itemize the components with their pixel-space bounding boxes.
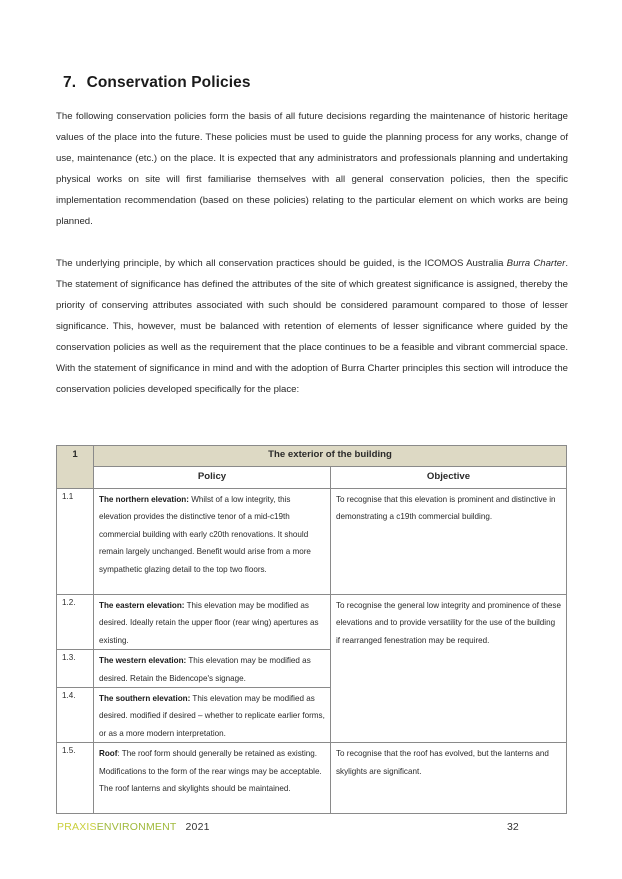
- policy-text: Whilst of a low integrity, this elevation provides the distinctive tenor of a mid-c19th commercial building with early c20th renovations. It should remain largely unchanged. Benefit would arise from a more sympathetic glazing detail to the top two floors.: [99, 495, 311, 574]
- intro-paragraph: The following conservation policies form the basis of all future decisions regarding the maintenance of historic heritage values of the place into the future. These policies must be used to guide the planning process for any works, change of use, maintenance (etc.) on the place. It is expected that any administrators and professionals planning and undertaking physical works on site will first familiarise themselves with all general conservation policies, then the specific implementation recommendation (based on these policies) relating to the particular element on which works are being planned.: [56, 111, 568, 227]
- policy-label: The eastern elevation:: [99, 601, 185, 610]
- row-number: 1.1: [57, 489, 94, 595]
- policy-cell: [94, 489, 331, 595]
- table-row: [57, 595, 567, 650]
- policy-label: Roof: [99, 749, 118, 759]
- policy-cell: [94, 688, 331, 743]
- row-number: 1.2.: [57, 595, 94, 650]
- policy-label: The northern elevation:: [99, 495, 189, 504]
- row-number: 1.4.: [57, 688, 94, 743]
- footer-brand: [57, 821, 210, 833]
- objective-column-header: Objective: [331, 467, 567, 489]
- policy-text: This elevation may be modified as desired. Retain the Bidencope's signage.: [99, 656, 311, 683]
- objective-cell: To recognise the general low integrity and prominence of these elevations and to provide versatility for the use of the building if rearranged fenestration may be required.: [331, 595, 567, 743]
- objective-cell: To recognise that the roof has evolved, but the lanterns and skylights are significant.: [331, 743, 567, 814]
- principle-paragraph: [56, 253, 568, 400]
- table-number: 1: [57, 446, 94, 489]
- objective-cell: To recognise that this elevation is prominent and distinctive in demonstrating a c19th commercial building.: [331, 489, 567, 595]
- table-title: The exterior of the building: [94, 446, 567, 467]
- policy-table: [56, 445, 567, 814]
- row-number: 1.5.: [57, 743, 94, 814]
- table-row: [57, 743, 567, 814]
- brand-praxis: PRAXIS: [57, 821, 97, 833]
- principle-text-end: . The statement of significance has defined the attributes of the site of which greatest significance is assigned, thereby the priority of conserving attributes associated with such should be considered paramount compared to those of lesser significance. This, however, must be balanced with retention of elements of lesser significance where guided by the conservation policies as well as the requirement that the place continues to be a feasible and vibrant commercial space. With the statement of significance in mind and with the adoption of Burra Charter principles this section will introduce the conservation policies developed specifically for the place:: [56, 258, 568, 395]
- policy-label: The western elevation:: [99, 656, 187, 666]
- table-row: [57, 489, 567, 595]
- policy-label: The southern elevation:: [99, 694, 191, 704]
- page-number: 32: [507, 821, 519, 833]
- policy-column-header: Policy: [94, 467, 331, 489]
- section-number: 7.: [63, 74, 77, 91]
- brand-environment: ENVIRONMENT: [96, 821, 177, 833]
- policy-cell: [94, 650, 331, 688]
- policy-text: : The roof form should generally be retained as existing. Modifications to the form of the rear wings may be acceptable. The roof lanterns and skylights should be maintained.: [99, 749, 322, 794]
- burra-charter-italic: Burra Charter: [506, 258, 566, 269]
- policy-cell: [94, 595, 331, 650]
- footer-year: 2021: [185, 821, 210, 833]
- policy-text: This elevation may be modified as desired. Ideally retain the upper floor (rear wing) apertures as existing.: [99, 601, 319, 645]
- section-heading: [63, 74, 251, 92]
- row-number: 1.3.: [57, 650, 94, 688]
- principle-text-start: The underlying principle, by which all conservation practices should be guided, is the ICOMOS Australia: [56, 258, 507, 269]
- section-title: Conservation Policies: [86, 74, 251, 91]
- policy-text: This elevation may be modified as desired. modified if desired – whether to replicate earlier forms, or as a more modern interpretation.: [99, 694, 325, 738]
- policy-cell: [94, 743, 331, 814]
